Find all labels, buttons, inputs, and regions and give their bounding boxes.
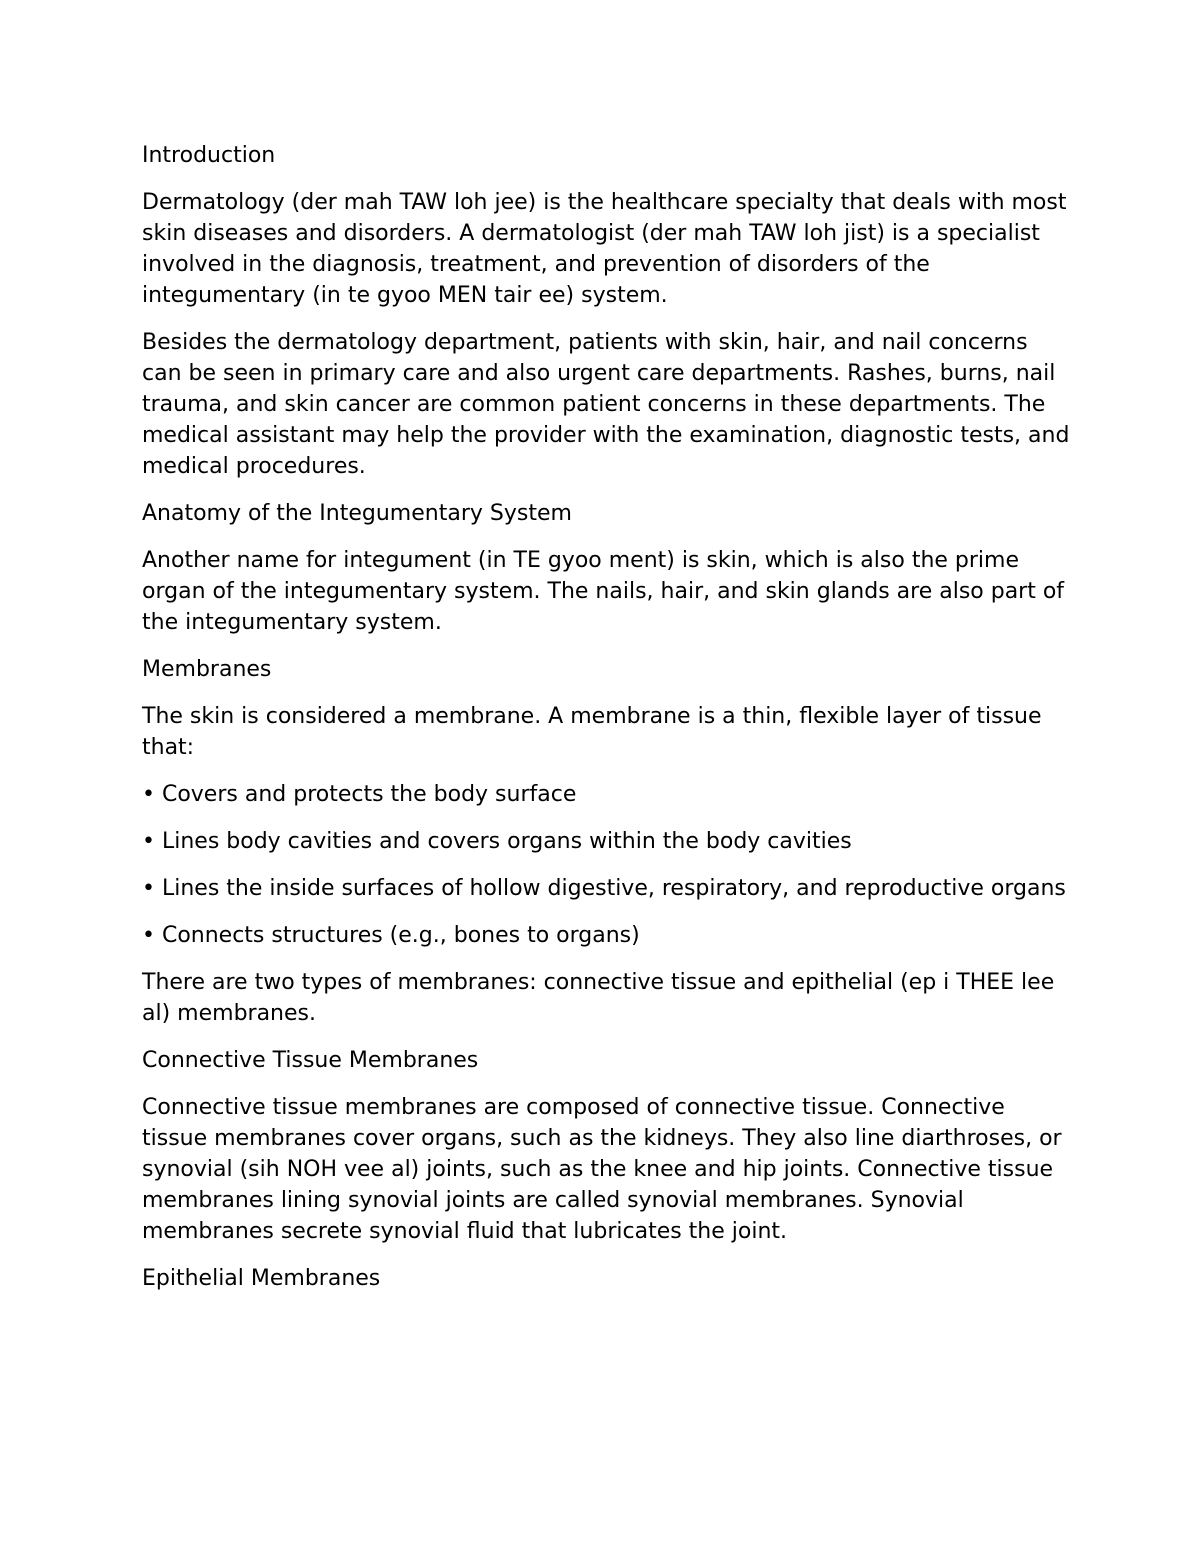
heading-connective-tissue: Connective Tissue Membranes [142, 1048, 479, 1073]
paragraph-membrane-definition: The skin is considered a membrane. A membrane is a thin, flexible layer of tissue that: [142, 704, 1042, 760]
bullet-item: • Covers and protects the body surface [142, 782, 577, 807]
paragraph-membrane-types: There are two types of membranes: connective tissue and epithelial (ep i THEE lee al) membranes. [142, 970, 1055, 1026]
bullet-item: • Lines body cavities and covers organs within the body cavities [142, 829, 852, 854]
heading-introduction: Introduction [142, 143, 276, 168]
document-body [142, 140, 1072, 1310]
paragraph-connective-tissue: Connective tissue membranes are composed of connective tissue. Connective tissue membranes cover organs, such as the kidneys. They also line diarthroses, or synovial (sih NOH vee al) joints, such as the knee and hip joints. Connective tissue membranes lining synovial joints are called synovial membranes. Synovial membranes secrete synovial fluid that lubricates the joint. [142, 1095, 1062, 1244]
bullet-item: • Lines the inside surfaces of hollow digestive, respiratory, and reproductive organs [142, 876, 1066, 901]
bullet-item: • Connects structures (e.g., bones to organs) [142, 923, 640, 948]
paragraph-departments: Besides the dermatology department, patients with skin, hair, and nail concerns can be seen in primary care and also urgent care departments. Rashes, burns, nail trauma, and skin cancer are common patient concerns in these departments. The medical assistant may help the provider with the examination, diagnostic tests, and medical procedures. [142, 330, 1070, 479]
heading-anatomy: Anatomy of the Integumentary System [142, 501, 572, 526]
paragraph-dermatology-definition: Dermatology (der mah TAW loh jee) is the healthcare specialty that deals with most skin diseases and disorders. A dermatologist (der mah TAW loh jist) is a specialist involved in the diagnosis, treatment, and prevention of disorders of the integumentary (in te gyoo MEN tair ee) system. [142, 190, 1067, 308]
heading-epithelial: Epithelial Membranes [142, 1266, 381, 1291]
heading-membranes: Membranes [142, 657, 272, 682]
paragraph-integument: Another name for integument (in TE gyoo ment) is skin, which is also the prime organ of the integumentary system. The nails, hair, and skin glands are also part of the integumentary system. [142, 548, 1065, 635]
